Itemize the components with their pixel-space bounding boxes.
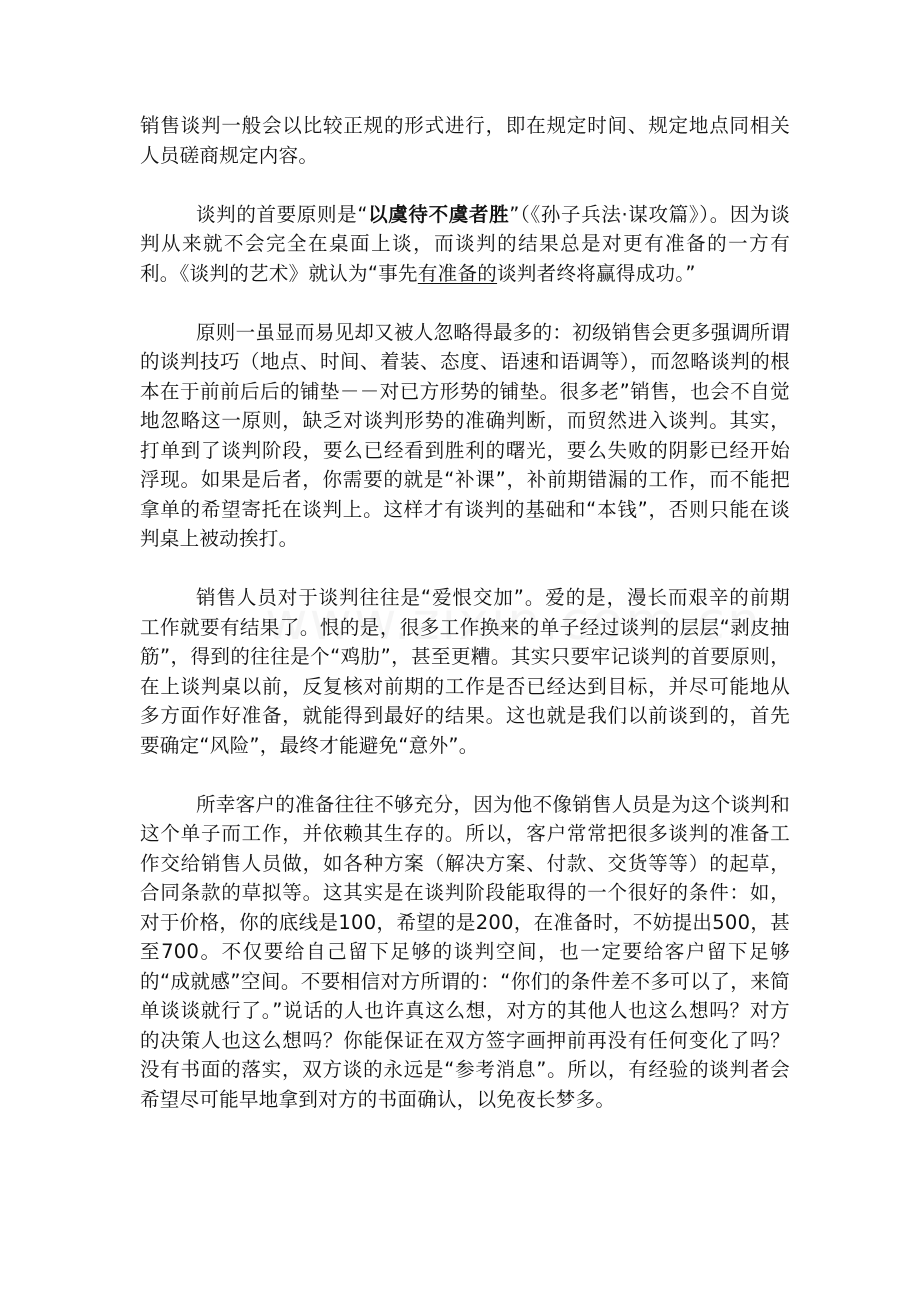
principle-underlined-text: 有准备的 bbox=[417, 261, 498, 285]
paragraph-client-preparation: 所幸客户的准备往往不够充分，因为他不像销售人员是为这个谈判和这个单子而工作，并依赖其生存的。所以，客户常常把很多谈判的准备工作交给销售人员做，如各种方案（解决方案、付款、交货等等）的起草，合同条款的草拟等。这其实是在谈判阶段能取得的一个很好的条件：如，对于价格，你的底线是100，希望的是200，在准备时，不妨提出500，甚至700。不仅要给自己留下足够的谈判空间，也一定要给客户留下足够的“成就感”空间。不要相信对方所谓的：“你们的条件差不多可以了，来简单谈谈就行了。”说话的人也许真这么想，对方的其他人也这么想吗？对方的决策人也这么想吗？你能保证在双方签字画押前再没有任何变化了吗？没有书面的落实，双方谈的永远是“参考消息”。所以，有经验的谈判者会希望尽可能早地拿到对方的书面确认，以免夜长梦多。 bbox=[140, 792, 791, 1111]
paragraph-love-hate: 销售人员对于谈判往往是“爱恨交加”。爱的是，漫长而艰辛的前期工作就要有结果了。恨的是，很多工作换来的单子经过谈判的层层“剥皮抽筋”，得到的往往是个“鸡肋”，甚至更糟。其实只要牢记谈判的首要原则，在上谈判桌以前，反复核对前期的工作是否已经达到目标，并尽可能地从多方面作好准备，就能得到最好的结果。这也就是我们以前谈到的，首先要确定“风险”，最终才能避免“意外”。 bbox=[140, 586, 790, 757]
principle-text-after-bold: ”（《孙子兵法·谋攻篇》）。因为谈判从来就不会完全在桌面上谈，而谈判的结果总是对更有准备的一方有利。《谈判的艺术》就认为“事先 bbox=[140, 202, 791, 285]
principle-text-after-underline: 谈判者终将赢得成功。” bbox=[497, 261, 696, 285]
paragraph-gap bbox=[140, 760, 790, 790]
principle-bold-quote: 以虞待不虞者胜 bbox=[367, 202, 510, 226]
paragraph-gap bbox=[140, 288, 790, 318]
paragraph-intro: 销售谈判一般会以比较正规的形式进行，即在规定时间、规定地点同相关人员磋商规定内容。 bbox=[140, 114, 790, 167]
paragraph-principle-one: 原则一虽显而易见却又被人忽略得最多的：初级销售会更多强调所谓的谈判技巧（地点、时间、着装、态度、语速和语调等），而忽略谈判的根本在于前前后后的铺垫－－对已方形势的铺垫。很多老”销售，也会不自觉地忽略这一原则，缺乏对谈判形势的准确判断，而贸然进入谈判。其实，打单到了谈判阶段，要么已经看到胜利的曙光，要么失败的阴影已经开始浮现。如果是后者，你需要的就是“补课”，补前期错漏的工作，而不能把拿单的希望寄托在谈判上。这样才有谈判的基础和“本钱”，否则只能在谈判桌上被动挨打。 bbox=[140, 320, 791, 550]
paragraph-gap bbox=[140, 554, 790, 584]
document-page bbox=[140, 111, 790, 1114]
paragraph-gap bbox=[140, 170, 790, 200]
principle-text-before-bold: 谈判的首要原则是“ bbox=[196, 202, 368, 226]
paragraph-first-principle bbox=[140, 200, 790, 289]
